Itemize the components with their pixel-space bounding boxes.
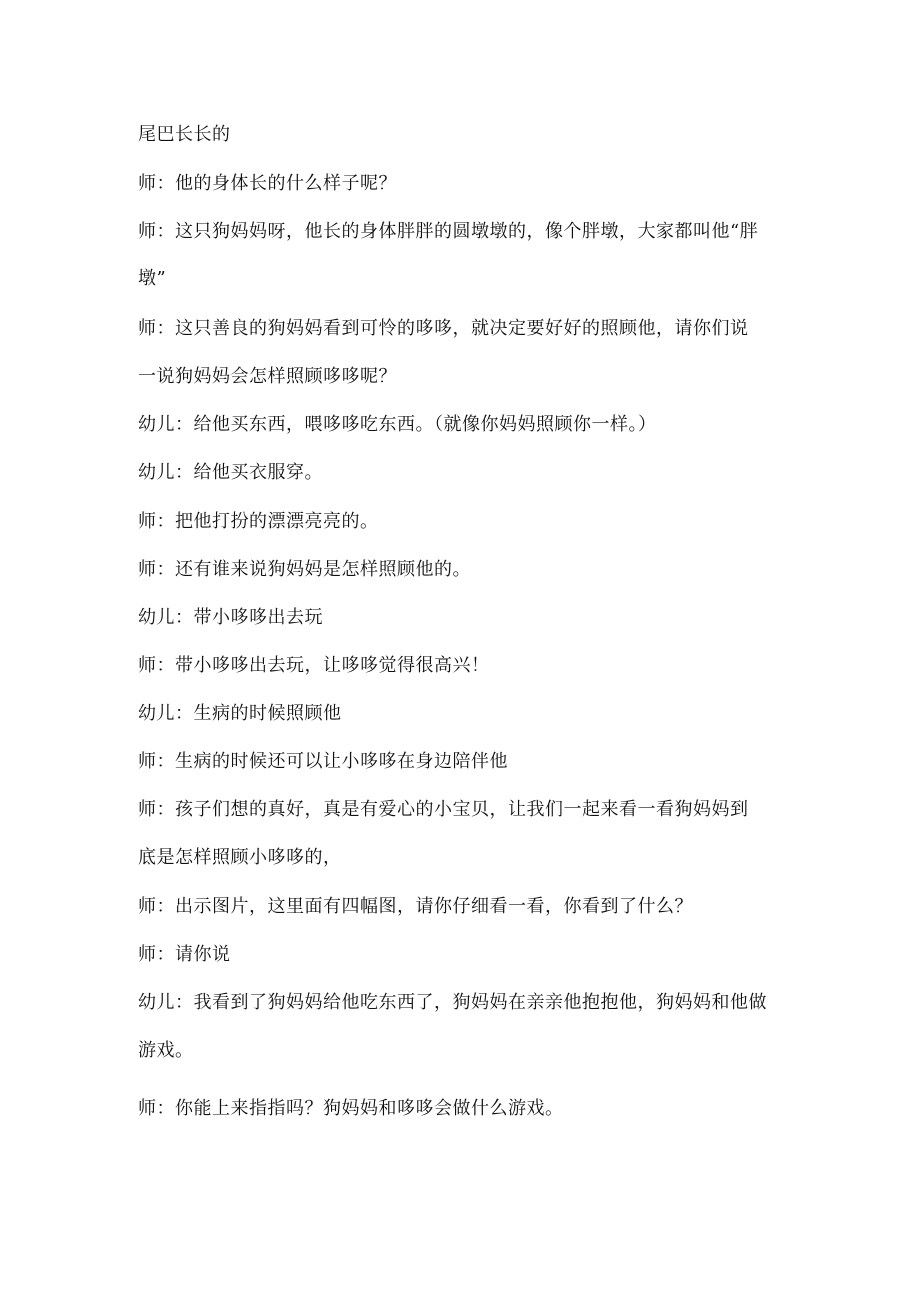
text-line: 游戏。 [138,1040,194,1061]
text-line: 幼儿：带小哆哆出去玩 [138,607,323,628]
text-line: 师：生病的时候还可以让小哆哆在身边陪伴他 [138,751,508,772]
text-line: 墩” [138,268,167,289]
text-line: 幼儿：我看到了狗妈妈给他吃东西了，狗妈妈在亲亲他抱抱他，狗妈妈和他做 [138,992,767,1013]
text-line: 师：带小哆哆出去玩，让哆哆觉得很高兴！ [138,655,490,676]
text-line: 师：把他打扮的漂漂亮亮的。 [138,511,379,532]
text-line: 师：这只狗妈妈呀，他长的身体胖胖的圆墩墩的，像个胖墩，大家都叫他“胖 [138,221,759,242]
text-line: 一说狗妈妈会怎样照顾哆哆呢？ [138,366,397,387]
text-line: 师：你能上来指指吗？狗妈妈和哆哆会做什么游戏。 [138,1098,564,1119]
text-line: 师：请你说 [138,944,231,965]
text-line: 底是怎样照顾小哆哆的， [138,847,342,868]
text-line: 师：还有谁来说狗妈妈是怎样照顾他的。 [138,559,471,580]
text-line: 幼儿：给他买衣服穿。 [138,462,323,483]
text-line: 幼儿：给他买东西，喂哆哆吃东西。（就像你妈妈照顾你一样。） [138,414,657,435]
text-line: 师：出示图片，这里面有四幅图，请你仔细看一看，你看到了什么？ [138,896,693,917]
text-line: 师：他的身体长的什么样子呢？ [138,173,397,194]
text-line: 幼儿：生病的时候照顾他 [138,703,342,724]
text-line: 师：孩子们想的真好，真是有爱心的小宝贝，让我们一起来看一看狗妈妈到 [138,799,749,820]
text-line: 尾巴长长的 [138,124,231,145]
text-line: 师：这只善良的狗妈妈看到可怜的哆哆，就决定要好好的照顾他，请你们说 [138,318,749,339]
